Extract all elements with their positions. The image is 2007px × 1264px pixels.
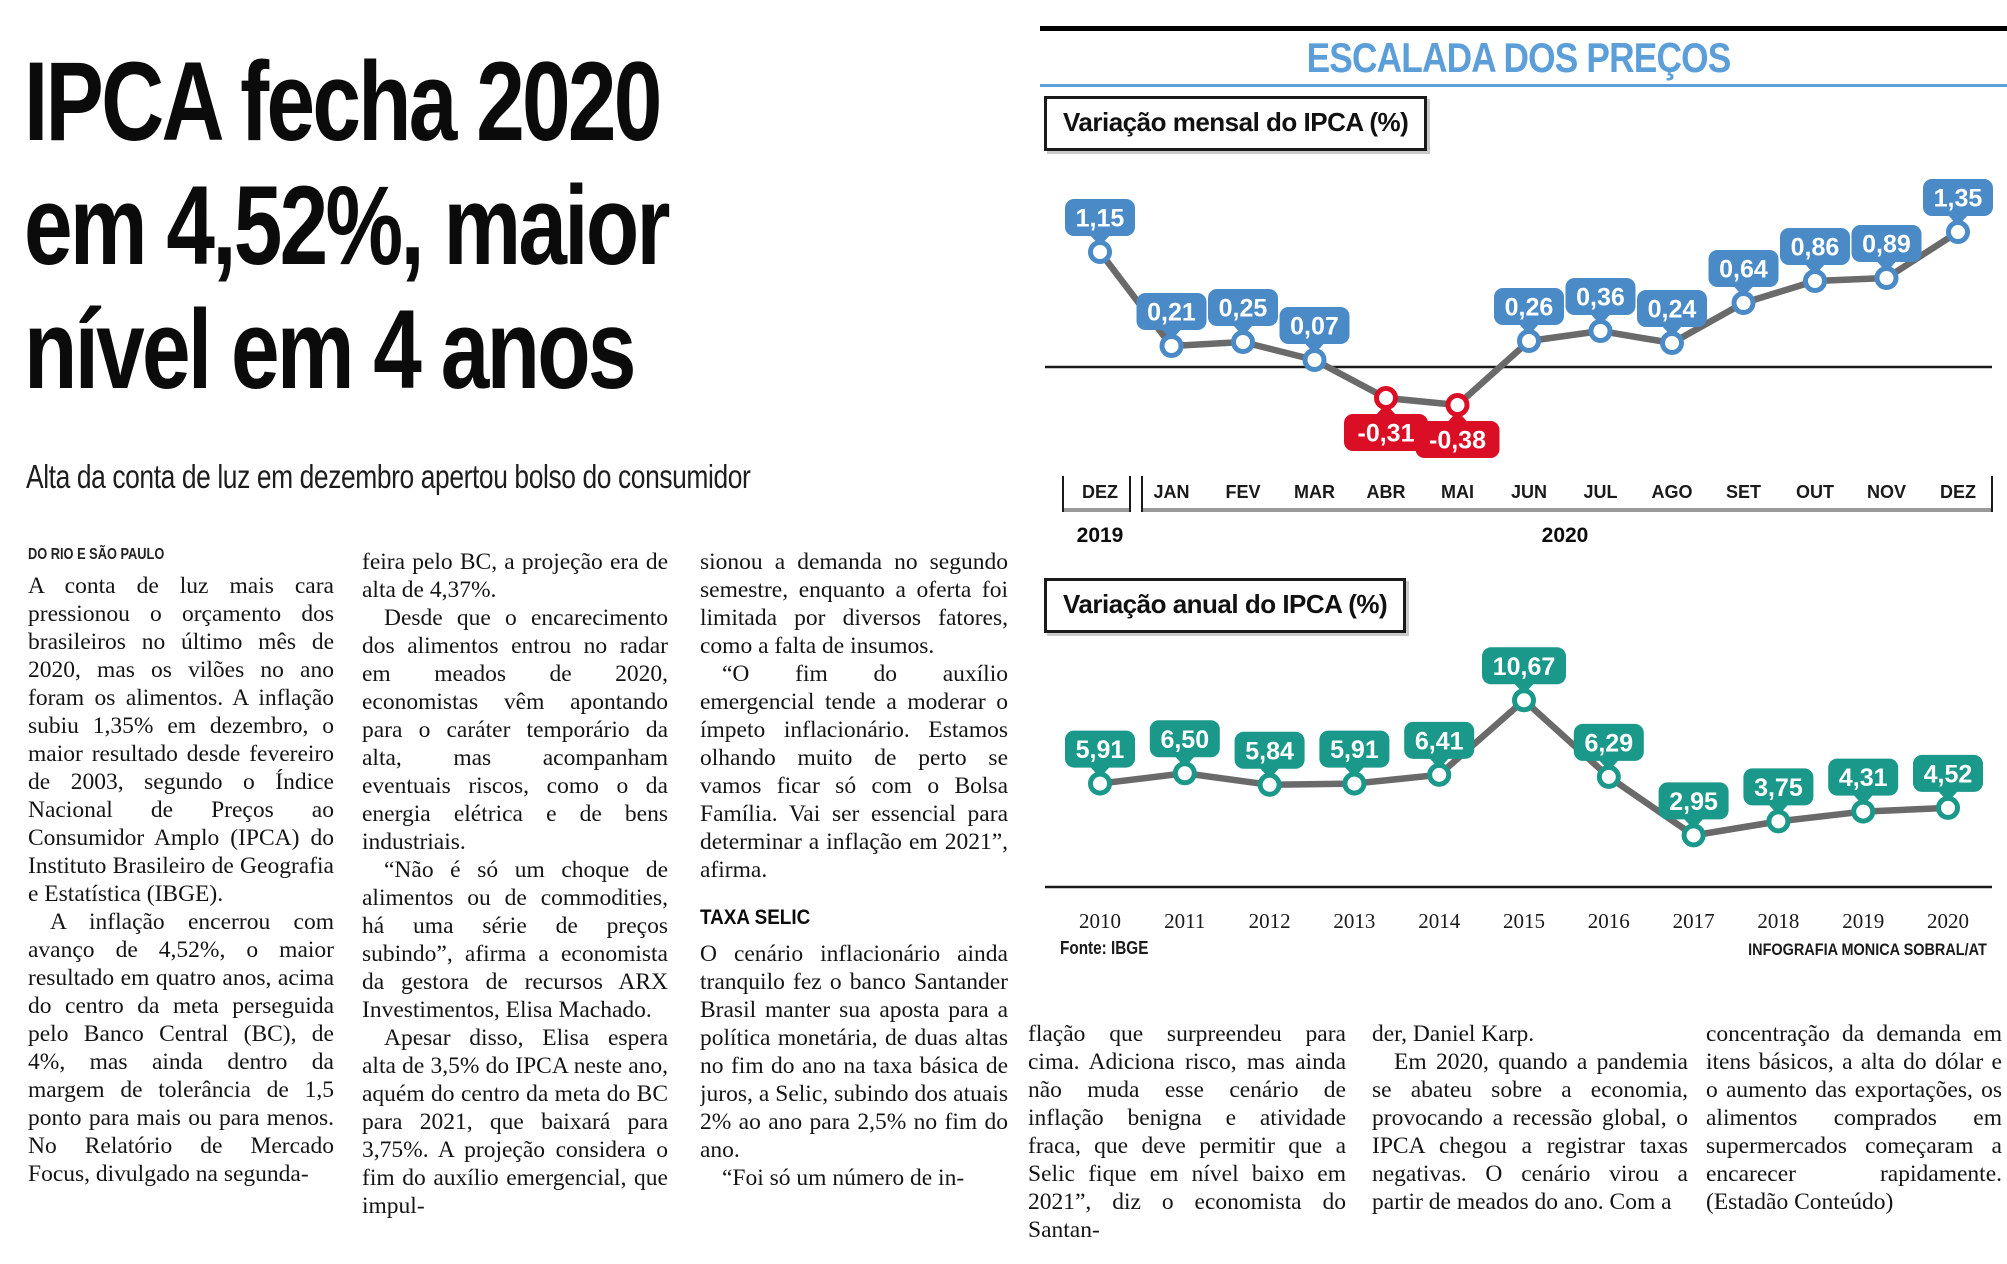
svg-text:2018: 2018 [1757, 909, 1800, 933]
source-label: Fonte: IBGE [1060, 938, 1149, 958]
article-column-4 [1028, 1020, 1346, 1264]
infographic-panel [1030, 0, 2007, 1000]
data-point-markers [1091, 691, 1958, 845]
article-paragraph: Apesar disso, Elisa espera alta de 3,5% do IPCA neste ano, aquém do centro da meta do BC para 2021, que baixará para 3,75%. A projeção considera o fim do auxílio emergencial, que impul- [362, 1025, 668, 1219]
svg-text:OUT: OUT [1796, 482, 1834, 502]
annual-ipca-chart [1030, 645, 2007, 945]
year-labels [1077, 524, 1589, 547]
svg-text:2012: 2012 [1248, 909, 1291, 933]
svg-text:6,50: 6,50 [1160, 725, 1210, 754]
svg-text:6,29: 6,29 [1584, 729, 1634, 758]
infographic-title: ESCALADA DOS PREÇOS [1306, 34, 1731, 81]
article-column-3 [700, 548, 1008, 1264]
value-bubbles [1065, 647, 1983, 829]
svg-text:JUL: JUL [1583, 482, 1618, 502]
article-headline [24, 40, 668, 412]
svg-text:2016: 2016 [1587, 909, 1630, 933]
svg-text:0,25: 0,25 [1218, 294, 1268, 323]
article-paragraph: “Não é só um choque de alimentos ou de commodities, há uma série de preços subindo”, afirma a economista da gestora de recursos ARX Investimentos, Elisa Machado. [362, 857, 668, 1023]
svg-text:5,91: 5,91 [1330, 736, 1379, 765]
svg-text:2,95: 2,95 [1669, 787, 1718, 816]
svg-text:2015: 2015 [1503, 909, 1545, 933]
svg-text:JAN: JAN [1153, 482, 1190, 502]
svg-text:4,31: 4,31 [1838, 764, 1888, 793]
svg-text:2017: 2017 [1672, 909, 1715, 933]
svg-text:0,24: 0,24 [1647, 295, 1697, 324]
svg-text:2013: 2013 [1333, 909, 1376, 933]
article-paragraph: “O fim do auxílio emergencial tende a moderar o ímpeto inflacionário. Estamos olhando muito de perto se vamos ficar só com o Bolsa Família. Vai ser essencial para determinar a inflação em 2021”, afirma. [700, 661, 1008, 883]
article-paragraph: sionou a demanda no segundo semestre, enquanto a oferta foi limitada por diversos fatores, como a falta de insumos. [700, 549, 1008, 659]
svg-text:ABR: ABR [1366, 482, 1406, 502]
article-paragraph: concentração da demanda em itens básicos, a alta do dólar e o aumento das exportações, os alimentos comprados em supermercados começaram a encarecer rapidamente. (Estadão Conteúdo) [1706, 1021, 2002, 1215]
category-labels [1082, 482, 1976, 502]
svg-text:0,36: 0,36 [1576, 283, 1625, 312]
svg-text:SET: SET [1725, 482, 1762, 502]
svg-text:MAR: MAR [1294, 482, 1335, 502]
svg-text:MAI: MAI [1441, 482, 1474, 502]
svg-text:0,26: 0,26 [1504, 293, 1554, 322]
svg-text:3,75: 3,75 [1754, 773, 1803, 802]
svg-text:0,21: 0,21 [1147, 298, 1196, 327]
annual-chart-title: Variação anual do IPCA (%) [1044, 578, 1406, 633]
svg-text:AGO: AGO [1651, 482, 1693, 502]
svg-text:JUN: JUN [1510, 482, 1548, 502]
svg-text:-0,38: -0,38 [1429, 426, 1486, 455]
svg-text:-0,31: -0,31 [1357, 419, 1415, 448]
monthly-chart-title: Variação mensal do IPCA (%) [1044, 96, 1427, 151]
top-rule [1040, 26, 2007, 31]
article-paragraph: flação que surpreendeu para cima. Adiciona risco, mas ainda não muda esse cenário de inflação benigna e atividade fraca, que deve permitir que a Selic fique em nível baixo em 2021”, diz o economista do Santan- [1028, 1021, 1346, 1243]
svg-text:FEV: FEV [1225, 482, 1261, 502]
svg-text:0,07: 0,07 [1290, 312, 1339, 341]
svg-text:5,84: 5,84 [1245, 737, 1294, 766]
svg-text:5,91: 5,91 [1075, 736, 1125, 765]
svg-text:6,41: 6,41 [1414, 727, 1464, 756]
svg-text:2011: 2011 [1164, 909, 1206, 933]
infographic-title-underline [1040, 84, 2007, 87]
svg-text:2019: 2019 [1076, 524, 1124, 547]
series-line [1100, 700, 1948, 835]
svg-text:0,86: 0,86 [1790, 233, 1840, 262]
article-subheadline: Alta da conta de luz em dezembro apertou bolso do consumidor [26, 458, 751, 495]
svg-text:4,52: 4,52 [1923, 760, 1973, 789]
svg-text:0,89: 0,89 [1862, 230, 1911, 259]
svg-text:0,64: 0,64 [1719, 255, 1768, 284]
article-byline: DO RIO E SÃO PAULO [28, 546, 165, 563]
svg-text:1,35: 1,35 [1933, 184, 1983, 213]
svg-text:2019: 2019 [1842, 909, 1885, 933]
article-paragraph: Desde que o encarecimento dos alimentos entrou no radar em meados de 2020, economistas vêm apontando para o caráter temporário da alta, mas acompanham eventuais riscos, como o da energia elétrica e de bens industriais. [362, 605, 668, 855]
svg-text:1,15: 1,15 [1075, 204, 1125, 233]
headline-line-1: IPCA fecha 2020 [24, 39, 660, 164]
article-column-2 [362, 548, 668, 1264]
article-paragraph: “Foi só um número de in- [722, 1165, 965, 1191]
svg-text:2014: 2014 [1418, 909, 1461, 933]
headline-line-2: em 4,52%, maior [24, 163, 668, 288]
category-labels [1079, 909, 1969, 933]
article-paragraph: Em 2020, quando a pandemia se abateu sobre a economia, provocando a recessão global, o IPCA chegou a registrar taxas negativas. O cenário virou a partir de meados do ano. Com a [1372, 1049, 1688, 1215]
article-paragraph: A conta de luz mais cara pressionou o orçamento dos brasileiros no último mês de 2020, mas os vilões no ano foram os alimentos. A inflação subiu 1,35% em dezembro, o maior resultado desde fevereiro de 2003, segundo o Índice Nacional de Preços ao Consumidor Amplo (IPCA) do Instituto Brasileiro de Geografia e Estatística (IBGE). [28, 573, 334, 907]
section-subhead: TAXA SELIC [700, 906, 811, 929]
svg-text:DEZ: DEZ [1940, 482, 1976, 502]
article-column-6 [1706, 1020, 2002, 1264]
article-column-1 [28, 572, 334, 1264]
article-paragraph: der, Daniel Karp. [1372, 1021, 1535, 1047]
article-column-5 [1372, 1020, 1688, 1264]
svg-text:DEZ: DEZ [1082, 482, 1118, 502]
monthly-ipca-chart [1030, 140, 2007, 560]
svg-text:2020: 2020 [1541, 524, 1589, 547]
svg-text:2020: 2020 [1927, 909, 1969, 933]
value-bubbles [1065, 179, 1993, 458]
article-paragraph: O cenário inflacionário ainda tranquilo fez o banco Santander Brasil manter sua aposta para a política monetária, de duas altas no fim do ano na taxa básica de juros, a Selic, subindo dos atuais 2% ao ano para 2,5% no fim do ano. [700, 941, 1008, 1163]
headline-line-3: nível em 4 anos [24, 287, 634, 412]
infographic-credit: INFOGRAFIA MONICA SOBRAL/AT [1748, 940, 1987, 959]
svg-text:10,67: 10,67 [1492, 652, 1556, 681]
article-paragraph: feira pelo BC, a projeção era de alta de 4,37%. [362, 549, 668, 603]
article-paragraph: A inflação encerrou com avanço de 4,52%, o maior resultado em quatro anos, acima do centro da meta perseguida pelo Banco Central (BC), de 4%, mas ainda dentro da margem de tolerância de 1,5 ponto para mais ou para menos. No Relatório de Mercado Focus, divulgado na segunda- [28, 909, 334, 1187]
svg-text:NOV: NOV [1866, 482, 1907, 502]
svg-text:2010: 2010 [1079, 909, 1121, 933]
